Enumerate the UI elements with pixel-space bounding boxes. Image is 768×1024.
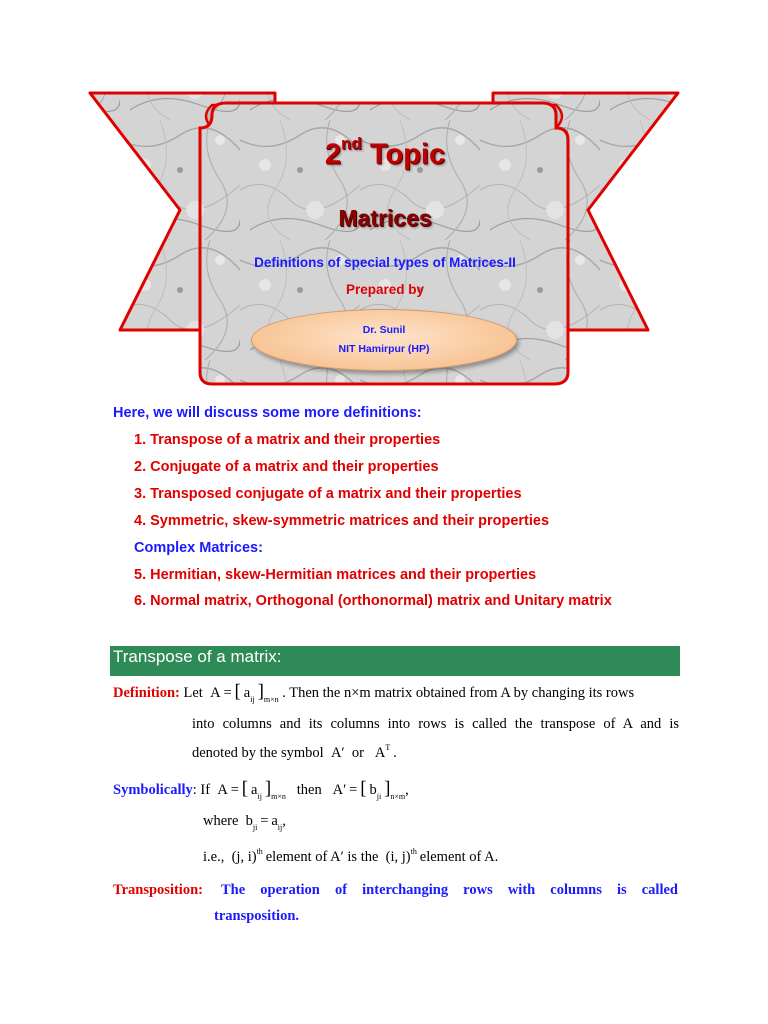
list-item: 3. Transposed conjugate of a matrix and their properties [134,486,522,502]
definition-line-3: denoted by the symbol A′ or $A^T$ . [192,743,397,761]
transposition-label: Transposition: [113,882,203,898]
author-affiliation: NIT Hamirpur (HP) [338,343,430,355]
symbolically-label: Symbolically [113,782,193,798]
list-item: 4. Symmetric, skew-symmetric matrices and their properties [134,513,550,529]
where-line: where $b_{ji} = a_{ij}$, [203,813,286,832]
definition-label: Definition: [113,685,180,701]
intro-lead: Here, we will discuss some more definitions: [113,405,422,421]
subject-heading: Matrices [338,205,432,231]
subtitle: Definitions of special types of Matrices-II [254,255,516,270]
definition-line-2: into columns and its columns into rows is called the transpose of A and is [192,716,679,732]
symbolically-line: Symbolically: If A = [ $a_{ij}$ ]$_{m\times n}$ then A′ = [ $b_{ji}$ ]$_{n\times m}$, [113,778,409,801]
list-item: 1. Transpose of a matrix and their properties [134,432,441,448]
author-badge [251,309,517,371]
list-item: 6. Normal matrix, Orthogonal (orthonormal) matrix and Unitary matrix [134,593,612,609]
transposition-line-1: The operation of interchanging rows with columns is called [221,882,678,898]
ie-line: i.e., (j, i)$^{th}$ element of A′ is the (i, j)$^{th}$ element of A. [203,847,499,865]
topic-heading: 2nd Topic [324,134,446,171]
author-name: Dr. Sunil [362,324,406,336]
section-title: Transpose of a matrix: [113,647,282,666]
list-item: 2. Conjugate of a matrix and their properties [134,459,439,475]
definition-line-1: Definition: Let A = [ $a_{ij}$ ]$_{m\times n}$ . Then the n×m matrix obtained from A by changing its rows [113,681,635,704]
complex-matrices-heading: Complex Matrices: [134,540,263,556]
transposition-line-2: transposition. [214,908,300,924]
list-item: 5. Hermitian, skew-Hermitian matrices and their properties [134,567,537,583]
prepared-by-label: Prepared by [345,282,425,297]
